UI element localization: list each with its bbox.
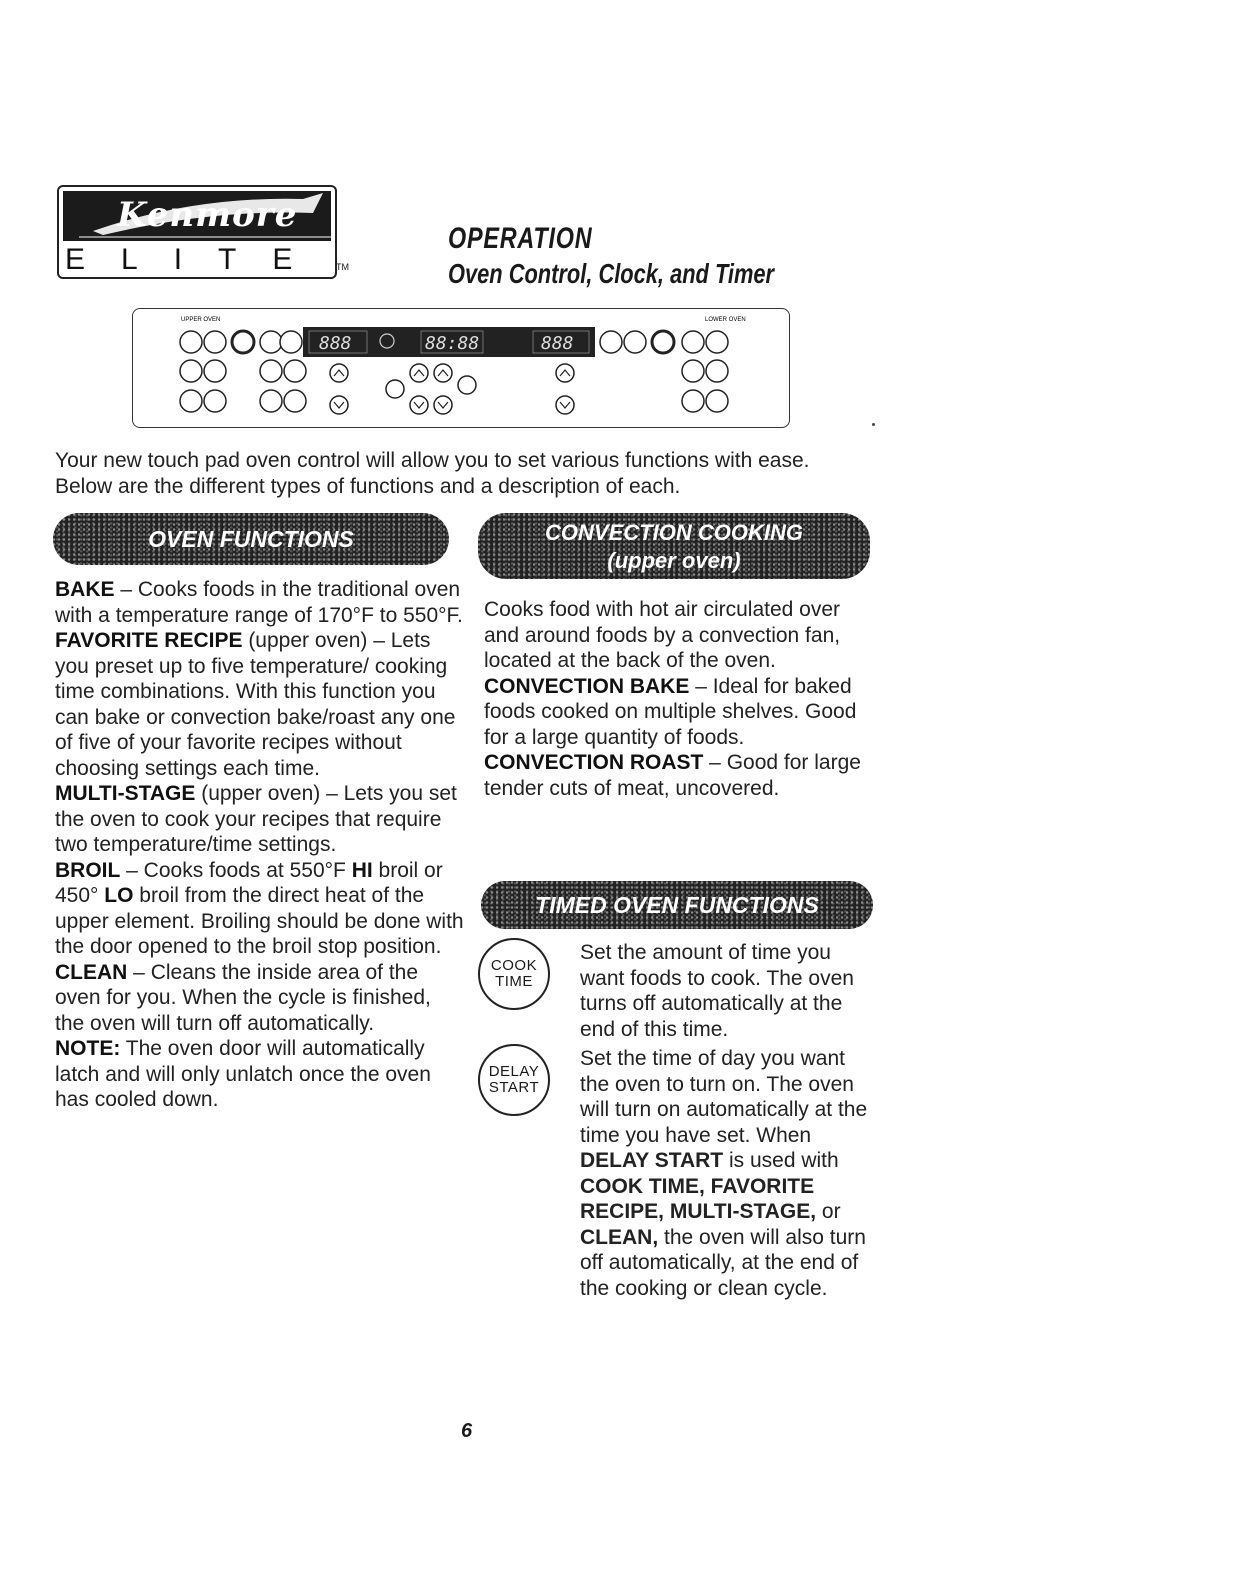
convection-heading	[478, 513, 870, 579]
cook-time-key-line1: COOK	[490, 957, 538, 974]
print-dot	[872, 423, 875, 426]
convection-intro: Cooks food with hot air circulated over and around foods by a convection fan, located at the back of the oven.	[484, 598, 841, 672]
convection-roast-term: CONVECTION ROAST	[484, 751, 704, 774]
delay-start-key-line2: START	[488, 1079, 540, 1096]
arrow-keys	[330, 364, 574, 414]
convection-bake-item	[484, 674, 874, 751]
convection-heading-line2: (upper oven)	[607, 548, 741, 573]
delay-start-key-icon	[478, 1044, 550, 1116]
convection-roast-item	[484, 750, 874, 801]
cook-time-key-line2: TIME	[495, 973, 533, 990]
display-right: 888	[541, 333, 574, 354]
broil-text-a: – Cooks foods at 550°F	[120, 858, 352, 882]
lower-oven-label: LOWER OVEN	[705, 317, 746, 323]
multi-stage-item	[55, 781, 465, 858]
timed-functions-heading: TIMED OVEN FUNCTIONS	[481, 881, 873, 929]
convection-list	[484, 597, 874, 801]
favorite-recipe-item	[55, 628, 465, 781]
delay-text-c: or	[816, 1200, 841, 1223]
convection-heading-line1: CONVECTION COOKING	[545, 520, 803, 545]
delay-bold-3: CLEAN,	[580, 1225, 659, 1249]
broil-hi: HI	[351, 858, 373, 882]
display-center: 88:88	[425, 333, 480, 354]
bake-item	[55, 577, 465, 628]
control-panel-illustration	[132, 308, 790, 428]
control-panel-drawing	[133, 309, 789, 427]
section-subtitle: Oven Control, Clock, and Timer	[448, 258, 775, 289]
section-title: OPERATION	[448, 222, 593, 255]
note-item	[55, 1036, 465, 1113]
multi-stage-term: MULTI-STAGE	[55, 782, 196, 805]
favorite-recipe-term: FAVORITE RECIPE	[55, 629, 243, 652]
broil-text-b: broil or 450°	[55, 858, 443, 907]
display-left: 888	[319, 333, 352, 354]
delay-bold-2: COOK TIME, FAVORITE RECIPE, MULTI-STAGE,	[580, 1174, 817, 1223]
convection-roast-text: – Good for large tender cuts of meat, uncovered.	[484, 751, 861, 800]
intro-paragraph: Your new touch pad oven control will allow you to set various functions with ease. Below are the different types of functions and a description of each.	[55, 449, 810, 498]
cook-time-key-icon	[478, 938, 550, 1010]
delay-start-text	[580, 1046, 875, 1301]
trademark: TM	[336, 262, 349, 272]
clean-text: – Cleans the inside area of the oven for you. When the cycle is finished, the oven will turn off automatically.	[55, 960, 431, 1035]
cook-time-text: Set the amount of time you want foods to cook. The oven turns off automatically at the end of this time.	[580, 941, 854, 1041]
logo-brand: Kenmore	[117, 195, 298, 235]
broil-term: BROIL	[55, 858, 121, 882]
bake-text: – Cooks foods in the traditional oven with a temperature range of 170°F to 550°F.	[55, 578, 463, 627]
convection-bake-term: CONVECTION BAKE	[484, 674, 690, 698]
broil-lo: LO	[104, 884, 134, 907]
oven-functions-list	[55, 577, 465, 1113]
delay-text-b: is used with	[723, 1149, 839, 1172]
note-term: NOTE:	[55, 1037, 121, 1060]
convection-bake-text: – Ideal for baked foods cooked on multiple shelves. Good for a large quantity of foods.	[484, 674, 857, 749]
bake-term: BAKE	[55, 578, 115, 601]
broil-text-c: broil from the direct heat of the upper element. Broiling should be done with the door opened to the broil stop position.	[55, 884, 464, 958]
broil-item	[55, 858, 465, 960]
page-number: 6	[461, 1420, 473, 1442]
upper-oven-label: UPPER OVEN	[181, 317, 221, 323]
oven-functions-heading: OVEN FUNCTIONS	[53, 513, 449, 565]
clean-term: CLEAN	[55, 960, 128, 984]
delay-start-key-line1: DELAY	[488, 1063, 540, 1080]
logo-banner	[63, 191, 331, 241]
note-text: The oven door will automatically latch and will only unlatch once the oven has cooled down.	[55, 1037, 431, 1111]
favorite-recipe-text: (upper oven) – Lets you preset up to five temperature/ cooking time combinations. With this function you can bake or convection bake/roast any one of five of your favorite recipes without choosing settings each time.	[55, 629, 456, 780]
kenmore-elite-logo	[57, 185, 337, 279]
clean-item	[55, 960, 465, 1037]
logo-sub: ELITE	[65, 243, 329, 276]
delay-text-a: Set the time of day you want the oven to turn on. The oven will turn on automatically at the time you have set. When	[580, 1047, 868, 1147]
multi-stage-text: (upper oven) – Lets you set the oven to cook your recipes that require two temperature/time settings.	[55, 782, 457, 856]
delay-text-d: the oven will also turn off automatically, at the end of the cooking or clean cycle.	[580, 1225, 866, 1300]
delay-bold-1: DELAY START	[580, 1149, 724, 1172]
